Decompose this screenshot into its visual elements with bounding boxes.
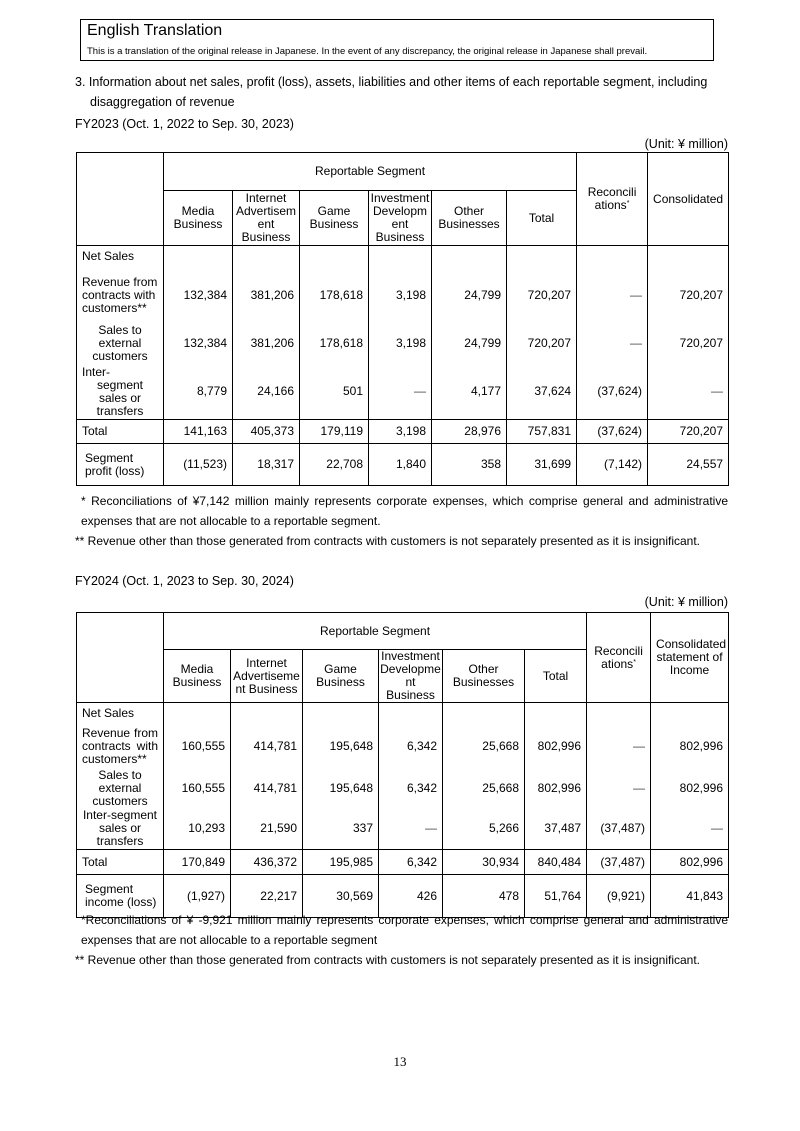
cell: — [577,323,648,365]
cell: 141,163 [164,420,233,444]
cell: 426 [379,875,443,918]
header-total: Total [507,191,577,246]
cell: 160,555 [164,769,231,808]
label-revenue: Revenue from contracts with customers** [77,268,164,323]
label-segment-income: Segment income (loss) [77,875,164,918]
cell: 170,849 [164,850,231,875]
fy2024-note-revenue: ** Revenue other than those generated from contracts with customers is not separately presented as it is insignificant. [75,953,700,967]
cell: 414,781 [231,769,303,808]
cell: — [577,268,648,323]
cell: 414,781 [231,725,303,769]
cell: — [651,808,729,850]
cell: 337 [303,808,379,850]
table-row [77,268,729,323]
cell: 10,293 [164,808,231,850]
cell: 25,668 [443,725,525,769]
cell: (1,927) [164,875,231,918]
cell: (11,523) [164,444,233,486]
cell: (9,921) [587,875,651,918]
cell: 132,384 [164,323,233,365]
cell: 195,985 [303,850,379,875]
banner-note: This is a translation of the original release in Japanese. In the event of any discrepancy, the original release in Japanese shall prevail. [87,46,648,57]
cell: 802,996 [651,725,729,769]
header-media: Media Business [164,191,233,246]
fy2023-segment-table [76,152,729,486]
cell: 720,207 [648,323,729,365]
cell: — [587,769,651,808]
cell: 1,840 [369,444,432,486]
fy2023-note-revenue: ** Revenue other than those generated from contracts with customers is not separately presented as it is insignificant. [75,534,700,548]
header-blank [77,153,164,246]
cell: 179,119 [300,420,369,444]
label-segment-profit: Segment profit (loss) [77,444,164,486]
cell: 501 [300,365,369,420]
label-net-sales: Net Sales [77,703,164,725]
table-row [77,323,729,365]
cell: 160,555 [164,725,231,769]
fy2023-unit: (Unit: ¥ million) [644,137,728,151]
cell: 802,996 [651,850,729,875]
section-heading [75,72,728,112]
header-other: Other Businesses [443,650,525,703]
label-total: Total [77,850,164,875]
translation-banner [80,19,714,61]
fy2023-period: FY2023 (Oct. 1, 2022 to Sep. 30, 2023) [75,117,294,131]
cell: 22,217 [231,875,303,918]
cell: 30,934 [443,850,525,875]
table-row [77,769,729,808]
fy2024-notes [75,910,728,970]
cell: 720,207 [507,323,577,365]
header-reconciliations: Reconcili ations* [577,153,648,246]
cell: 6,342 [379,769,443,808]
header-blank [77,613,164,703]
fy2023-note-reconciliations: * Reconciliations of ¥7,142 million mainly represents corporate expenses, which comprise general and administrative expenses that are not allocable to a reportable segment. [81,494,728,528]
label-net-sales: Net Sales [77,246,164,268]
table-row [77,444,729,486]
cell: — [587,725,651,769]
banner-title: English Translation [87,22,223,39]
cell: 720,207 [507,268,577,323]
cell: 381,206 [233,268,300,323]
cell: 21,590 [231,808,303,850]
cell: 25,668 [443,769,525,808]
header-reconciliations: Reconcili ations* [587,613,651,703]
header-reportable-segment: Reportable Segment [164,613,587,650]
cell: — [379,808,443,850]
cell: 720,207 [648,268,729,323]
header-game: Game Business [300,191,369,246]
cell: 24,799 [432,268,507,323]
header-investment: Investment Developm ent Business [369,191,432,246]
cell: 720,207 [648,420,729,444]
table-row [77,420,729,444]
section-heading-line1: 3. Information about net sales, profit (loss), assets, liabilities and other items of each reportable segment, including [75,75,708,89]
cell: 37,487 [525,808,587,850]
cell: 22,708 [300,444,369,486]
cell: 757,831 [507,420,577,444]
cell: 28,976 [432,420,507,444]
label-inter-segment: Inter- segment sales or transfers [77,365,164,420]
table-row [77,725,729,769]
header-other: Other Businesses [432,191,507,246]
cell: 478 [443,875,525,918]
cell: — [369,365,432,420]
table-row [77,365,729,420]
cell: 24,557 [648,444,729,486]
cell: 41,843 [651,875,729,918]
header-game: Game Business [303,650,379,703]
fy2024-unit: (Unit: ¥ million) [644,595,728,609]
cell: 840,484 [525,850,587,875]
table-row [77,850,729,875]
cell: 381,206 [233,323,300,365]
cell: (37,487) [587,808,651,850]
cell: 195,648 [303,725,379,769]
cell: 802,996 [525,725,587,769]
label-inter-segment: Inter-segment sales or transfers [77,808,164,850]
cell: (37,487) [587,850,651,875]
cell: (7,142) [577,444,648,486]
cell: 405,373 [233,420,300,444]
header-internet: Internet Advertiseme nt Business [231,650,303,703]
label-external: Sales to external customers [77,769,164,808]
fy2024-note-reconciliations: *Reconciliations of ¥ -9,921 million mainly represents corporate expenses, which comprise general and administrative expenses that are not allocable to a reportable segment [81,913,728,947]
cell: 178,618 [300,268,369,323]
cell: 3,198 [369,268,432,323]
cell: 802,996 [651,769,729,808]
cell: 24,799 [432,323,507,365]
cell: 132,384 [164,268,233,323]
cell: 18,317 [233,444,300,486]
cell: 5,266 [443,808,525,850]
cell: 4,177 [432,365,507,420]
cell: 31,699 [507,444,577,486]
label-external: Sales to external customers [77,323,164,365]
label-revenue: Revenue from contracts with customers** [77,725,164,769]
cell: 6,342 [379,850,443,875]
cell: 178,618 [300,323,369,365]
cell: 8,779 [164,365,233,420]
table-row [77,808,729,850]
cell: 802,996 [525,769,587,808]
cell: 6,342 [379,725,443,769]
header-reportable-segment: Reportable Segment [164,153,577,191]
cell: (37,624) [577,365,648,420]
section-heading-line2: disaggregation of revenue [90,95,235,109]
fy2024-segment-table [76,612,729,918]
cell: 51,764 [525,875,587,918]
header-total: Total [525,650,587,703]
cell: 3,198 [369,323,432,365]
header-consolidated: Consolidated statement of Income [651,613,729,703]
cell: 3,198 [369,420,432,444]
fy2023-notes [75,491,728,551]
cell: 30,569 [303,875,379,918]
page-number: 13 [393,1054,407,1069]
cell: 436,372 [231,850,303,875]
header-investment: Investment Developme nt Business [380,649,441,702]
fy2024-period: FY2024 (Oct. 1, 2023 to Sep. 30, 2024) [75,574,294,588]
cell: 37,624 [507,365,577,420]
cell: (37,624) [577,420,648,444]
header-consolidated: Consolidated [648,153,729,246]
header-media: Media Business [164,650,231,703]
cell: 24,166 [233,365,300,420]
header-internet: Internet Advertisem ent Business [233,191,300,246]
cell: — [648,365,729,420]
cell: 195,648 [303,769,379,808]
label-total: Total [77,420,164,444]
cell: 358 [432,444,507,486]
